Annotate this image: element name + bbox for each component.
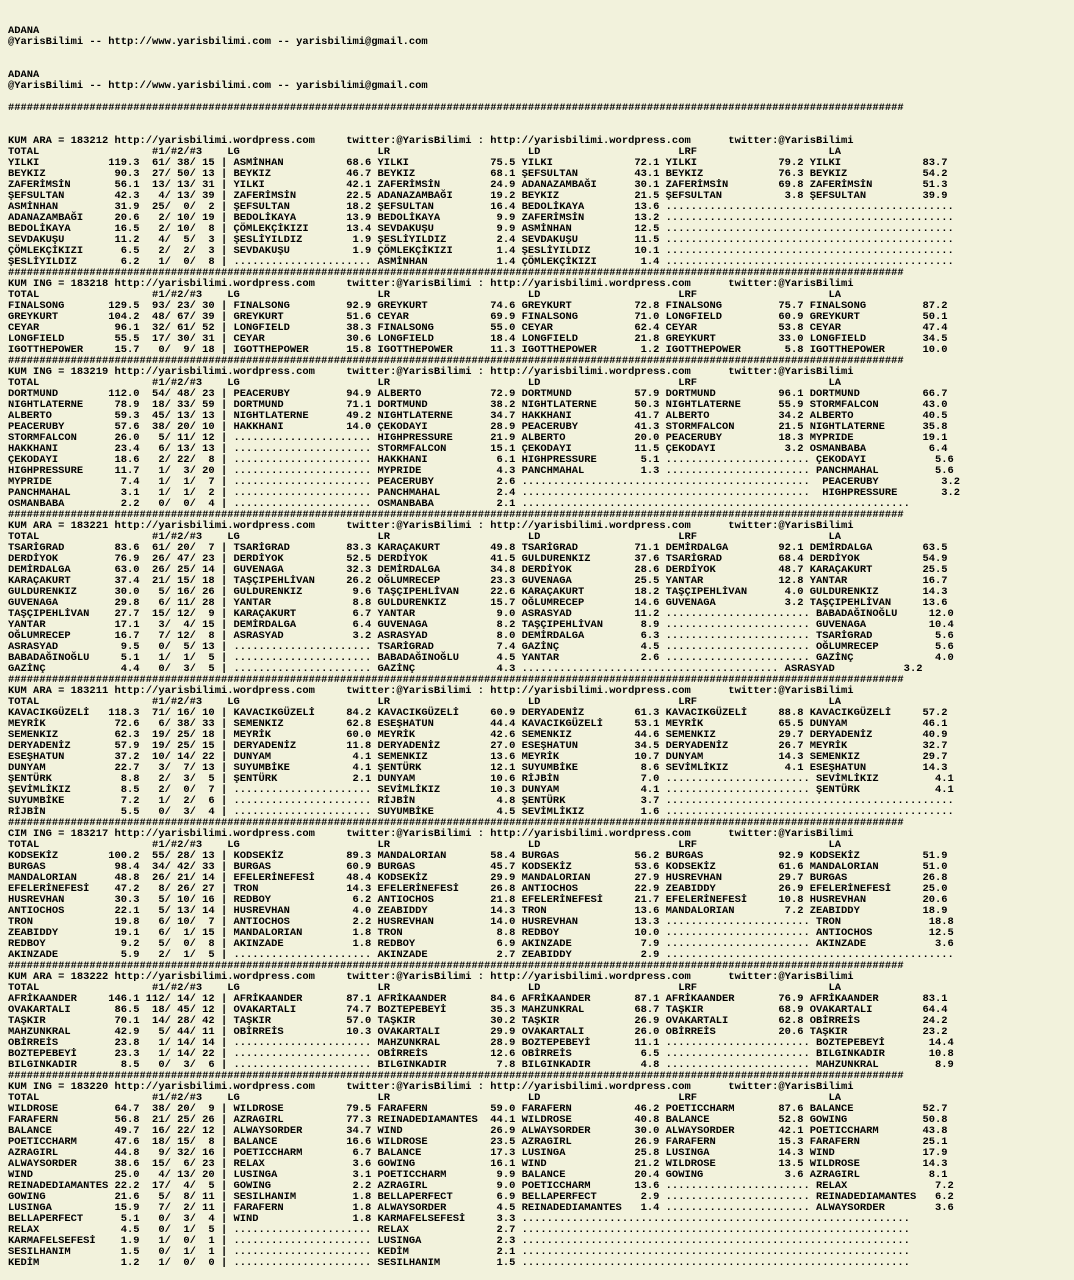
- ranking-row: DERYADENİZ 57.9 19/ 25/ 15 | DERYADENİZ 11.8 DERYADENİZ 27.0 ESEŞHATUN 34.5 DERYADENİZ 26.7 MEYRİK 32.7: [8, 740, 948, 752]
- ranking-row: PANCHMAHAL 3.1 1/ 1/ 2 | ...................... PANCHMAHAL 2.4 .............................................. HIGHPRESSURE 3.2: [8, 487, 961, 499]
- column-header: TOTAL #1/#2/#3 LG LR LD LRF LA: [8, 1092, 842, 1104]
- city-title: ADANA: [8, 69, 40, 81]
- ranking-row: BEDOLİKAYA 16.5 2/ 10/ 8 | ÇÖMLEKÇİKIZI 13.4 SEVDAKUŞU 9.9 ASMİNHAN 12.5 ..............................................: [8, 223, 954, 235]
- ranking-row: KEDİM 1.2 1/ 0/ 0 | ...................... SESILHANIM 1.5 ..............................................................: [8, 1257, 910, 1269]
- ranking-row: GUVENAGA 29.8 6/ 11/ 28 | YANTAR 8.8 GULDURENKIZ 15.7 OĞLUMRECEP 14.6 GUVENAGA 3.2 TAŞÇIPEHLİVAN 13.6: [8, 597, 948, 609]
- race-block: [8, 829, 960, 972]
- ranking-row: SEVDAKUŞU 11.2 4/ 5/ 3 | ŞESLİYILDIZ 1.9 ŞESLİYILDIZ 2.4 SEVDAKUŞU 11.5 ..............................................: [8, 234, 954, 246]
- ranking-row: TSARİGRAD 83.6 61/ 20/ 7 | TSARİGRAD 83.3 KARAÇAKURT 49.8 TSARİGRAD 71.1 DEMİRDALGA 92.1 DEMİRDALGA 63.5: [8, 542, 948, 554]
- ranking-row: ALWAYSORDER 38.6 15/ 6/ 23 | RELAX 3.6 GOWING 16.1 WIND 21.2 WILDROSE 13.5 WILDROSE 14.3: [8, 1158, 948, 1170]
- city-title: ADANA: [8, 25, 40, 37]
- column-header: TOTAL #1/#2/#3 LG LR LD LRF LA: [8, 531, 842, 543]
- separator: ###############################################################################################################################################: [8, 267, 904, 279]
- ranking-row: BELLAPERFECT 5.1 0/ 3/ 4 | WIND 1.8 KARMAFELSEFESİ 3.3 ..............................................................: [8, 1213, 910, 1225]
- ranking-row: KARAÇAKURT 37.4 21/ 15/ 18 | TAŞÇIPEHLİVAN 26.2 OĞLUMRECEP 23.3 GUVENAGA 25.5 YANTAR 12.8 YANTAR 16.7: [8, 575, 948, 587]
- race-header: KUM ING = 183220 http://yarisbilimi.wordpress.com twitter:@YarisBilimi : http://yarisbilimi.wordpress.com twitter:@YarisBilimi: [8, 1081, 854, 1093]
- contact-line: @YarisBilimi -- http://www.yarisbilimi.com -- yarisbilimi@gmail.com: [8, 80, 428, 92]
- ranking-row: FINALSONG 129.5 93/ 23/ 30 | FINALSONG 92.9 GREYKURT 74.6 GREYKURT 72.8 FINALSONG 75.7 FINALSONG 87.2: [8, 300, 948, 312]
- ranking-row: DEMİRDALGA 63.0 26/ 25/ 14 | GUVENAGA 32.3 DEMİRDALGA 34.8 DERDİYOK 28.6 DERDİYOK 48.7 KARAÇAKURT 25.5: [8, 564, 948, 576]
- race-header: KUM ING = 183219 http://yarisbilimi.wordpress.com twitter:@YarisBilimi : http://yarisbilimi.wordpress.com twitter:@YarisBilimi: [8, 366, 854, 378]
- ranking-row: LUSINGA 15.9 7/ 2/ 11 | FARAFERN 1.8 ALWAYSORDER 4.5 REINADEDIAMANTES 1.4 ....................... ALWAYSORDER 3.6: [8, 1202, 954, 1214]
- ranking-row: DERDİYOK 76.9 26/ 47/ 23 | DERDİYOK 52.5 DERDİYOK 41.5 GULDURENKIZ 37.6 TSARİGRAD 68.4 DERDİYOK 54.9: [8, 553, 948, 565]
- ranking-row: BABADAĞINOĞLU 5.1 1/ 1/ 5 | ...................... BABADAĞINOĞLU 4.5 YANTAR 2.6 ....................... GAZİNÇ 4.0: [8, 652, 954, 664]
- ranking-row: HAKKHANI 23.4 6/ 13/ 13 | ...................... STORMFALCON 15.1 ÇEKODAYI 11.5 ÇEKODAYI 3.2 OSMANBABA 6.4: [8, 443, 948, 455]
- ranking-row: REINADEDIAMANTES 22.2 17/ 4/ 5 | GOWING 2.2 AZRAGIRL 9.0 POETICCHARM 13.6 ....................... RELAX 7.2: [8, 1180, 954, 1192]
- ranking-row: BURGAS 98.4 34/ 42/ 33 | BURGAS 60.9 BURGAS 45.7 KODSEKİZ 53.6 KODSEKİZ 61.6 MANDALORIAN 51.0: [8, 861, 948, 873]
- race-header: KUM ING = 183218 http://yarisbilimi.wordpress.com twitter:@YarisBilimi : http://yarisbilimi.wordpress.com twitter:@YarisBilimi: [8, 278, 854, 290]
- ranking-row: TAŞKIR 70.1 14/ 28/ 42 | TAŞKIR 57.0 TAŞKIR 30.2 TAŞKIR 26.9 OVAKARTALI 62.8 OBİRREİS 24.2: [8, 1015, 948, 1027]
- ranking-row: REDBOY 9.2 5/ 0/ 8 | AKINZADE 1.8 REDBOY 6.9 AKINZADE 7.9 ....................... AKINZADE 3.6: [8, 938, 954, 950]
- ranking-row: ŞEVİMLİKIZ 8.5 2/ 0/ 7 | ...................... SEVİMLİKIZ 10.3 DUNYAM 4.1 ....................... ŞENTÜRK 4.1: [8, 784, 954, 796]
- ranking-row: ZAFERİMSİN 56.1 13/ 13/ 31 | YILKI 42.1 ZAFERİMSİN 24.9 ADANAZAMBAĞI 30.1 ZAFERİMSİN 69.8 ZAFERİMSİN 51.3: [8, 179, 948, 191]
- ranking-row: IGOTTHEPOWER 15.7 0/ 9/ 18 | IGOTTHEPOWER 15.8 IGOTTHEPOWER 11.3 IGOTTHEPOWER 1.2 IGOTTHEPOWER 5.8 IGOTTHEPOWER 10.0: [8, 344, 948, 356]
- ranking-row: EFELERİNEFESİ 47.2 8/ 26/ 27 | TRON 14.3 EFELERİNEFESİ 26.8 ANTIOCHOS 22.9 ZEABIDDY 26.9 EFELERİNEFESİ 25.0: [8, 883, 948, 895]
- race-header: KUM ARA = 183211 http://yarisbilimi.wordpress.com twitter:@YarisBilimi : http://yarisbilimi.wordpress.com twitter:@YarisBilimi: [8, 685, 854, 697]
- ranking-row: FARAFERN 56.8 21/ 25/ 26 | AZRAGIRL 77.3 REINADEDIAMANTES 44.1 WILDROSE 40.8 BALANCE 52.8 GOWING 50.8: [8, 1114, 948, 1126]
- ranking-row: YILKI 119.3 61/ 38/ 15 | ASMİNHAN 68.6 YILKI 75.5 YILKI 72.1 YILKI 79.2 YILKI 83.7: [8, 157, 948, 169]
- contact-line: @YarisBilimi -- http://www.yarisbilimi.com -- yarisbilimi@gmail.com: [8, 36, 428, 48]
- ranking-row: ANTIOCHOS 22.1 5/ 13/ 14 | HUSREVHAN 4.0 ZEABIDDY 14.3 TRON 13.6 MANDALORIAN 7.2 ZEABIDDY 18.9: [8, 905, 948, 917]
- ranking-row: ADANAZAMBAĞI 20.6 2/ 10/ 19 | BEDOLİKAYA 13.9 BEDOLİKAYA 9.9 ZAFERİMSİN 13.2 ..............................................: [8, 212, 954, 224]
- ranking-row: BILGINKADIR 8.5 0/ 3/ 6 | ...................... BILGINKADIR 7.8 BILGINKADIR 4.8 ....................... MAHZUNKRAL 8.9: [8, 1059, 954, 1071]
- ranking-row: POETICCHARM 47.6 18/ 15/ 8 | BALANCE 16.6 WILDROSE 23.5 AZRAGIRL 26.9 FARAFERN 15.3 FARAFERN 25.1: [8, 1136, 948, 1148]
- separator: ###############################################################################################################################################: [8, 509, 904, 521]
- race-block: [8, 1082, 960, 1269]
- race-block: [8, 136, 960, 279]
- ranking-row: WILDROSE 64.7 38/ 20/ 9 | WILDROSE 79.5 FARAFERN 59.0 FARAFERN 46.2 POETICCHARM 87.6 BALANCE 52.7: [8, 1103, 948, 1115]
- ranking-row: AKINZADE 5.9 2/ 1/ 5 | ...................... AKINZADE 2.7 ZEABIDDY 2.9 ..............................................: [8, 949, 954, 961]
- ranking-row: OĞLUMRECEP 16.7 7/ 12/ 8 | ASRASYAD 3.2 ASRASYAD 8.0 DEMİRDALGA 6.3 ....................... TSARİGRAD 5.6: [8, 630, 954, 642]
- ranking-row: OVAKARTALI 86.5 18/ 45/ 12 | OVAKARTALI 74.7 BOZTEPEBEYİ 35.3 MAHZUNKRAL 68.7 TAŞKIR 68.9 OVAKARTALI 64.4: [8, 1004, 948, 1016]
- ranking-row: ALBERTO 59.3 45/ 13/ 13 | NIGHTLATERNE 49.2 NIGHTLATERNE 34.7 HAKKHANI 41.7 ALBERTO 34.2 ALBERTO 40.5: [8, 410, 948, 422]
- ranking-row: KODSEKİZ 100.2 55/ 28/ 13 | KODSEKİZ 89.3 MANDALORIAN 58.4 BURGAS 56.2 BURGAS 92.9 KODSEKİZ 51.9: [8, 850, 948, 862]
- separator: ###############################################################################################################################################: [8, 674, 904, 686]
- ranking-row: ÇEKODAYI 18.6 2/ 22/ 8 | ...................... HAKKHANI 6.1 HIGHPRESSURE 5.1 ....................... ÇEKODAYI 5.6: [8, 454, 954, 466]
- separator: ###############################################################################################################################################: [8, 817, 904, 829]
- ranking-row: ASMİNHAN 31.9 25/ 0/ 2 | ŞEFSULTAN 18.2 ŞEFSULTAN 16.4 BEDOLİKAYA 13.6 ..............................................: [8, 201, 954, 213]
- ranking-row: YANTAR 17.1 3/ 4/ 15 | DEMİRDALGA 6.4 GUVENAGA 8.2 TAŞÇIPEHLİVAN 8.9 ....................... GUVENAGA 10.4: [8, 619, 954, 631]
- race-block: [8, 521, 960, 686]
- text-line: ###############################################################################################################################################: [8, 102, 904, 114]
- ranking-row: MEYRİK 72.6 6/ 38/ 33 | SEMENKIZ 62.8 ESEŞHATUN 44.4 KAVACIKGÜZELİ 53.1 MEYRİK 65.5 DUNYAM 46.1: [8, 718, 948, 730]
- ranking-row: SUYUMBİKE 7.2 1/ 2/ 6 | ...................... RİJBİN 4.8 ŞENTÜRK 3.7 ..............................................: [8, 795, 954, 807]
- ranking-row: MAHZUNKRAL 42.9 5/ 44/ 11 | OBİRREİS 10.3 OVAKARTALI 29.9 OVAKARTALI 26.0 OBİRREİS 20.6 TAŞKIR 23.2: [8, 1026, 948, 1038]
- ranking-row: GULDURENKIZ 30.0 5/ 16/ 26 | GULDURENKIZ 9.6 TAŞÇIPEHLİVAN 22.6 KARAÇAKURT 18.2 TAŞÇIPEHLİVAN 4.0 GULDURENKIZ 14.3: [8, 586, 948, 598]
- ranking-row: ŞEFSULTAN 42.3 4/ 13/ 39 | ZAFERİMSİN 22.5 ADANAZAMBAĞI 19.2 BEYKIZ 21.5 ŞEFSULTAN 3.8 ŞEFSULTAN 39.9: [8, 190, 948, 202]
- race-block: [8, 367, 960, 521]
- race-header: CIM ING = 183217 http://yarisbilimi.wordpress.com twitter:@YarisBilimi : http://yarisbilimi.wordpress.com twitter:@YarisBilimi: [8, 828, 854, 840]
- ranking-row: ÇÖMLEKÇİKIZI 6.5 2/ 2/ 3 | SEVDAKUŞU 1.9 ÇÖMLEKÇİKIZI 1.4 ŞESLİYILDIZ 10.1 ..............................................: [8, 245, 954, 257]
- ranking-row: SESILHANIM 1.5 0/ 1/ 1 | ...................... KEDİM 2.1 ..............................................................: [8, 1246, 910, 1258]
- column-header: TOTAL #1/#2/#3 LG LR LD LRF LA: [8, 377, 842, 389]
- ranking-row: ZEABIDDY 19.1 6/ 1/ 15 | MANDALORIAN 1.8 TRON 8.8 REDBOY 10.0 ....................... ANTIOCHOS 12.5: [8, 927, 954, 939]
- ranking-row: NIGHTLATERNE 78.9 18/ 33/ 59 | DORTMUND 71.1 DORTMUND 38.2 NIGHTLATERNE 50.3 NIGHTLATERNE 55.9 STORMFALCON 43.0: [8, 399, 948, 411]
- race-list: [8, 136, 960, 1269]
- ranking-row: ŞENTÜRK 8.8 2/ 3/ 5 | ŞENTÜRK 2.1 DUNYAM 10.6 RİJBİN 7.0 ....................... SEVİMLİKIZ 4.1: [8, 773, 954, 785]
- ranking-row: RELAX 4.5 0/ 1/ 5 | ...................... RELAX 2.7 ..............................................................: [8, 1224, 910, 1236]
- ranking-row: BALANCE 49.7 16/ 22/ 12 | ALWAYSORDER 34.7 WIND 26.9 ALWAYSORDER 30.0 ALWAYSORDER 42.1 POETICCHARM 43.8: [8, 1125, 948, 1137]
- ranking-row: GAZİNÇ 4.4 0/ 3/ 5 | ...................... GAZİNÇ 4.3 ......................................... ASRASYAD 3.2: [8, 663, 923, 675]
- text-line: [8, 59, 960, 70]
- ranking-row: MANDALORIAN 48.8 26/ 21/ 14 | EFELERİNEFESİ 48.4 KODSEKİZ 29.9 MANDALORIAN 27.9 HUSREVHAN 29.7 BURGAS 26.8: [8, 872, 948, 884]
- ranking-row: CEYAR 96.1 32/ 61/ 52 | LONGFIELD 38.3 FINALSONG 55.0 CEYAR 62.4 CEYAR 53.8 CEYAR 47.4: [8, 322, 948, 334]
- race-block: [8, 279, 960, 367]
- ranking-row: LONGFIELD 55.5 17/ 30/ 31 | CEYAR 30.6 LONGFIELD 18.4 LONGFIELD 21.8 GREYKURT 33.0 LONGFIELD 34.5: [8, 333, 948, 345]
- ranking-row: KAVACIKGÜZELİ 118.3 71/ 16/ 10 | KAVACIKGÜZELİ 84.2 KAVACIKGÜZELİ 60.9 DERYADENİZ 61.3 KAVACIKGÜZELİ 88.8 KAVACIKGÜZELİ 57.2: [8, 707, 948, 719]
- ranking-row: WIND 25.0 4/ 13/ 20 | LUSINGA 3.1 POETICCHARM 9.9 BALANCE 20.4 GOWING 3.6 AZRAGIRL 8.1: [8, 1169, 948, 1181]
- ranking-row: GREYKURT 104.2 48/ 67/ 39 | GREYKURT 51.6 CEYAR 69.9 FINALSONG 71.0 LONGFIELD 60.9 GREYKURT 50.1: [8, 311, 948, 323]
- separator: ###############################################################################################################################################: [8, 355, 904, 367]
- ranking-row: ŞESLİYILDIZ 6.2 1/ 0/ 8 | ...................... ASMİNHAN 1.4 ÇÖMLEKÇİKIZI 1.4 ..............................................: [8, 256, 954, 268]
- text-line: [8, 48, 960, 59]
- column-header: TOTAL #1/#2/#3 LG LR LD LRF LA: [8, 839, 842, 851]
- ranking-row: TAŞÇIPEHLİVAN 27.7 15/ 12/ 9 | KARAÇAKURT 6.7 YANTAR 9.0 ASRASYAD 11.2 ....................... BABADAĞINOĞLU 12.0: [8, 608, 954, 620]
- ranking-row: OBİRREİS 23.8 1/ 14/ 14 | ...................... MAHZUNKRAL 28.9 BOZTEPEBEYİ 11.1 ....................... BOZTEPEBEYİ 14.4: [8, 1037, 954, 1049]
- ranking-row: TRON 19.8 6/ 10/ 7 | ANTIOCHOS 2.2 HUSREVHAN 14.0 HUSREVHAN 13.3 ....................... TRON 18.8: [8, 916, 954, 928]
- race-block: [8, 972, 960, 1082]
- ranking-row: OSMANBABA 2.2 0/ 0/ 4 | ...................... OSMANBABA 2.1 ..............................................................: [8, 498, 910, 510]
- ranking-row: PEACERUBY 57.6 38/ 20/ 10 | HAKKHANI 14.0 ÇEKODAYI 28.9 PEACERUBY 41.3 STORMFALCON 21.5 NIGHTLATERNE 35.8: [8, 421, 948, 433]
- ranking-row: AFRİKAANDER 146.1 112/ 14/ 12 | AFRİKAANDER 87.1 AFRİKAANDER 84.6 AFRİKAANDER 87.1 AFRİKAANDER 76.9 AFRİKAANDER 83.1: [8, 993, 948, 1005]
- column-header: TOTAL #1/#2/#3 LG LR LD LRF LA: [8, 289, 842, 301]
- ranking-row: GOWING 21.6 5/ 8/ 11 | SESILHANIM 1.8 BELLAPERFECT 6.9 BELLAPERFECT 2.9 ....................... REINADEDIAMANTES 6.2: [8, 1191, 954, 1203]
- ranking-row: MYPRIDE 7.4 1/ 1/ 7 | ...................... PEACERUBY 2.6 .............................................. PEACERUBY 3.2: [8, 476, 961, 488]
- race-header: KUM ARA = 183222 http://yarisbilimi.wordpress.com twitter:@YarisBilimi : http://yarisbilimi.wordpress.com twitter:@YarisBilimi: [8, 971, 854, 983]
- ranking-row: KARMAFELSEFESİ 1.9 1/ 0/ 1 | ...................... LUSINGA 2.3 ..............................................................: [8, 1235, 910, 1247]
- ranking-row: DUNYAM 22.7 3/ 7/ 13 | SUYUMBİKE 4.1 ŞENTÜRK 12.1 SUYUMBİKE 8.6 SEVİMLİKIZ 4.1 ESEŞHATUN 14.3: [8, 762, 948, 774]
- ranking-row: SEMENKIZ 62.3 19/ 25/ 18 | MEYRİK 60.0 MEYRİK 42.6 SEMENKIZ 44.6 SEMENKIZ 29.7 DERYADENİZ 40.9: [8, 729, 948, 741]
- race-block: [8, 686, 960, 829]
- ranking-row: AZRAGIRL 44.8 9/ 32/ 16 | POETICCHARM 6.7 BALANCE 17.3 LUSINGA 25.8 LUSINGA 14.3 WIND 17.9: [8, 1147, 948, 1159]
- ranking-row: BEYKIZ 90.3 27/ 50/ 13 | BEYKIZ 46.7 BEYKIZ 68.1 ŞEFSULTAN 43.1 BEYKIZ 76.3 BEYKIZ 54.2: [8, 168, 948, 180]
- column-header: TOTAL #1/#2/#3 LG LR LD LRF LA: [8, 146, 842, 158]
- separator: ###############################################################################################################################################: [8, 1070, 904, 1082]
- race-header: KUM ARA = 183221 http://yarisbilimi.wordpress.com twitter:@YarisBilimi : http://yarisbilimi.wordpress.com twitter:@YarisBilimi: [8, 520, 854, 532]
- column-header: TOTAL #1/#2/#3 LG LR LD LRF LA: [8, 696, 842, 708]
- ranking-row: HUSREVHAN 30.3 5/ 10/ 16 | REDBOY 6.2 ANTIOCHOS 21.8 EFELERİNEFESİ 21.7 EFELERİNEFESİ 10.8 HUSREVHAN 20.6: [8, 894, 948, 906]
- ranking-row: RİJBİN 5.5 0/ 3/ 4 | ...................... SUYUMBİKE 4.5 SEVİMLİKIZ 1.6 ..............................................: [8, 806, 954, 818]
- ranking-row: DORTMUND 112.0 54/ 48/ 23 | PEACERUBY 94.9 ALBERTO 72.9 DORTMUND 57.9 DORTMUND 96.1 DORTMUND 66.7: [8, 388, 948, 400]
- ranking-row: ASRASYAD 9.5 0/ 5/ 13 | ...................... TSARİGRAD 7.4 GAZİNÇ 4.5 ....................... OĞLUMRECEP 5.6: [8, 641, 954, 653]
- race-header: KUM ARA = 183212 http://yarisbilimi.wordpress.com twitter:@YarisBilimi : http://yarisbilimi.wordpress.com twitter:@YarisBilimi: [8, 135, 854, 147]
- ranking-row: ESEŞHATUN 37.2 10/ 14/ 22 | DUNYAM 4.1 SEMENKIZ 13.6 MEYRİK 10.7 DUNYAM 14.3 SEMENKIZ 29.7: [8, 751, 948, 763]
- ranking-row: BOZTEPEBEYİ 23.3 1/ 14/ 22 | ...................... OBİRREİS 12.6 OBİRREİS 6.5 ....................... BILGINKADIR 10.8: [8, 1048, 954, 1060]
- column-header: TOTAL #1/#2/#3 LG LR LD LRF LA: [8, 982, 842, 994]
- ranking-row: STORMFALCON 26.0 5/ 11/ 12 | ...................... HIGHPRESSURE 21.9 ALBERTO 20.0 PEACERUBY 18.3 MYPRIDE 19.1: [8, 432, 948, 444]
- separator: ###############################################################################################################################################: [8, 960, 904, 972]
- race-report: [8, 4, 960, 1280]
- report-header: [8, 26, 960, 114]
- ranking-row: HIGHPRESSURE 11.7 1/ 3/ 20 | ...................... MYPRIDE 4.3 PANCHMAHAL 1.3 ....................... PANCHMAHAL 5.6: [8, 465, 954, 477]
